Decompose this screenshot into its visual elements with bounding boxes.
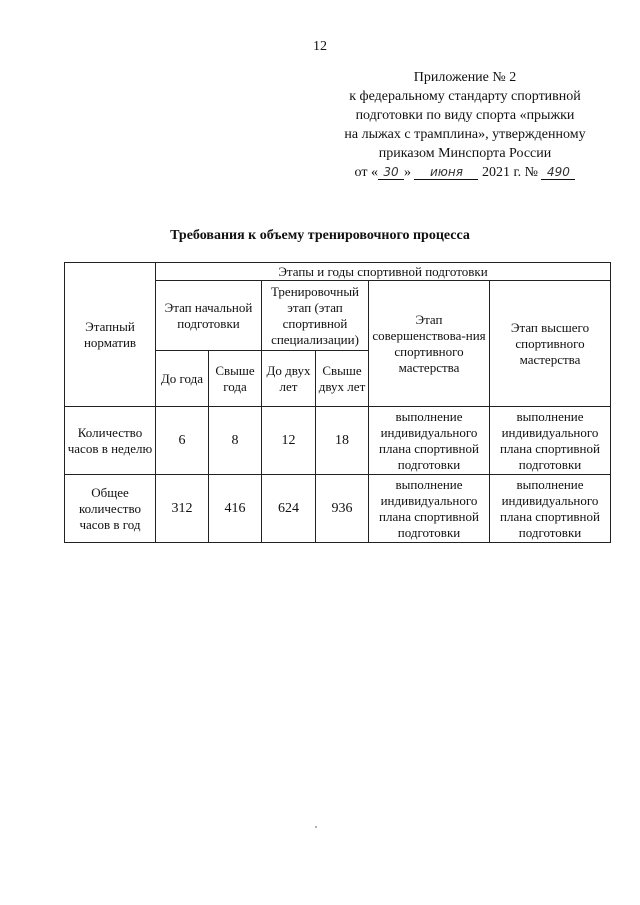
order-number: 490 bbox=[541, 165, 575, 180]
subheader-over-two-years: Свыше двух лет bbox=[316, 351, 369, 407]
table-cell: 6 bbox=[156, 407, 209, 475]
row-label: Количество часов в неделю bbox=[65, 407, 156, 475]
table-cell: 312 bbox=[156, 475, 209, 543]
table-cell: 8 bbox=[209, 407, 262, 475]
table-cell: выполнение индивидуального плана спортивной подготовки bbox=[490, 475, 611, 543]
appendix-line: к федеральному стандарту спортивной bbox=[349, 89, 581, 104]
table-row bbox=[65, 475, 611, 543]
date-month: июня bbox=[414, 165, 478, 180]
header-stage-improvement: Этап совершенствова-ния спортивного мастерства bbox=[369, 281, 490, 407]
subheader-up-to-year: До года bbox=[156, 351, 209, 407]
table-cell: выполнение индивидуального плана спортивной подготовки bbox=[490, 407, 611, 475]
date-day: 30 bbox=[378, 165, 404, 180]
header-stage-higher: Этап высшего спортивного мастерства bbox=[490, 281, 611, 407]
header-stage-initial: Этап начальной подготовки bbox=[156, 281, 262, 351]
appendix-line: на лыжах с трамплина», утвержденному bbox=[344, 127, 586, 142]
table-cell: выполнение индивидуального плана спортивной подготовки bbox=[369, 407, 490, 475]
table-row bbox=[65, 407, 611, 475]
order-date-line bbox=[330, 163, 600, 182]
table-cell: 12 bbox=[262, 407, 316, 475]
subheader-up-to-two-years: До двух лет bbox=[262, 351, 316, 407]
appendix-line: приказом Минспорта России bbox=[378, 146, 552, 161]
date-year: 2021 г. № bbox=[481, 165, 538, 180]
table-cell: 624 bbox=[262, 475, 316, 543]
page-number: 12 bbox=[313, 39, 327, 54]
table-cell: 416 bbox=[209, 475, 262, 543]
header-norm: Этапный норматив bbox=[65, 263, 156, 407]
table-cell: выполнение индивидуального плана спортивной подготовки bbox=[369, 475, 490, 543]
requirements-table bbox=[64, 262, 611, 543]
header-stages: Этапы и годы спортивной подготовки bbox=[156, 263, 611, 281]
scan-speck bbox=[315, 826, 317, 828]
table-cell: 936 bbox=[316, 475, 369, 543]
header-stage-training: Тренировочный этап (этап спортивной специализации) bbox=[262, 281, 369, 351]
table-cell: 18 bbox=[316, 407, 369, 475]
appendix-line: подготовки по виду спорта «прыжки bbox=[355, 108, 575, 123]
date-quote-close: » bbox=[403, 165, 411, 180]
appendix-title: Приложение № 2 bbox=[413, 70, 517, 85]
appendix-header bbox=[330, 68, 600, 182]
date-prefix: от « bbox=[354, 165, 378, 180]
document-title: Требования к объему тренировочного процесса bbox=[170, 228, 470, 243]
subheader-over-year: Свыше года bbox=[209, 351, 262, 407]
row-label: Общее количество часов в год bbox=[65, 475, 156, 543]
